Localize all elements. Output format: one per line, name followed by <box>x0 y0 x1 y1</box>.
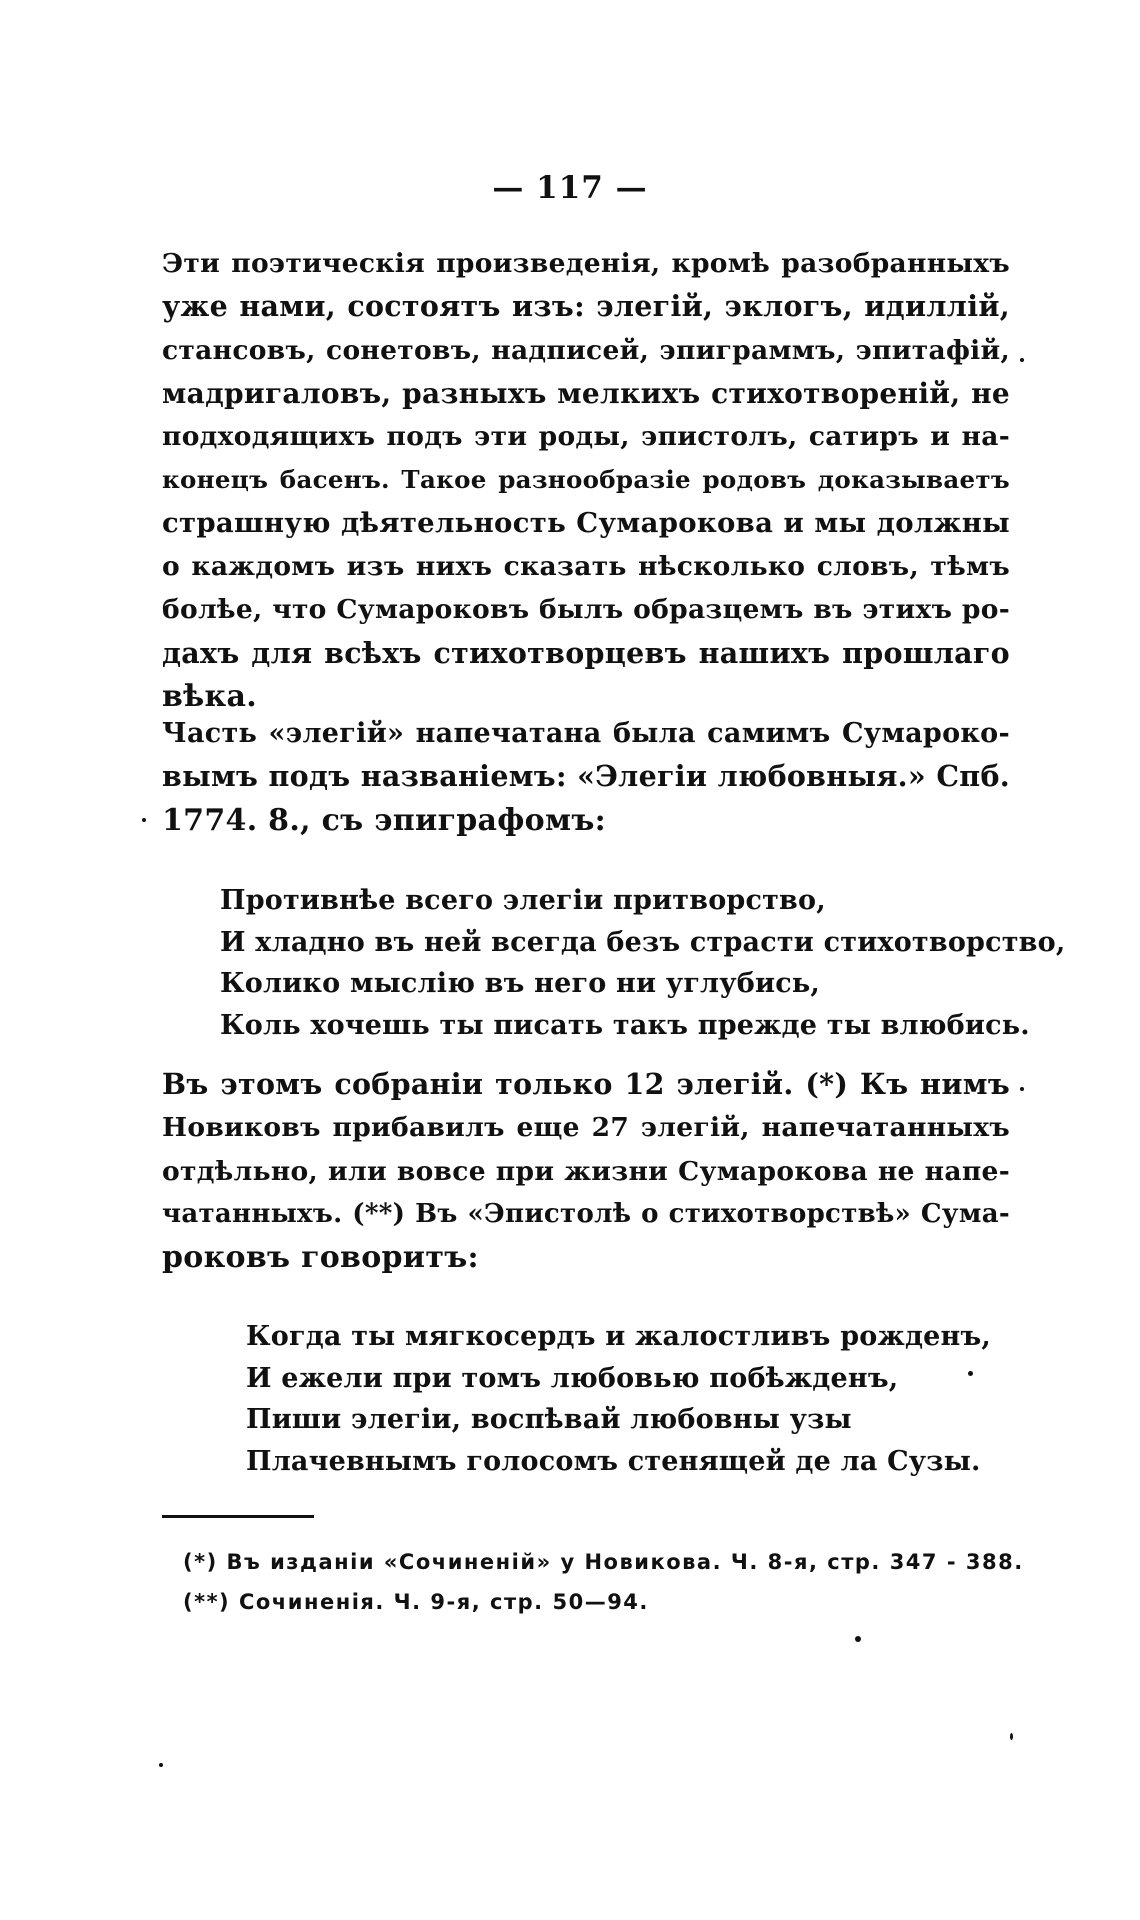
verse-line: Колико мыслію въ него ни углубись, <box>220 968 820 999</box>
verse-line: Когда ты мягкосердъ и жалостливъ рожденъ, <box>246 1321 991 1352</box>
page-number: — 117 — <box>492 170 648 206</box>
scan-speck <box>1020 358 1024 362</box>
scan-speck <box>855 1636 861 1642</box>
scan-speck <box>159 1763 163 1767</box>
text-line: конецъ басенъ. Такое разнообразіе родовъ доказываетъ <box>162 465 1010 495</box>
text-line: Часть «элегій» напечатана была самимъ Сумароко- <box>162 718 1010 749</box>
scan-speck <box>1010 1733 1013 1740</box>
text-line: Въ этомъ собраніи только 12 элегій. (*) Къ нимъ <box>162 1067 1010 1101</box>
verse-line: Противнѣе всего элегіи притворство, <box>220 885 826 916</box>
paragraph-1 <box>162 242 1010 718</box>
verse-line: И хладно въ ней всегда безъ страсти стихотворство, <box>220 926 1066 958</box>
text-line: вымъ подъ названіемъ: «Элегіи любовныя.» Спб. <box>162 759 1010 794</box>
scan-speck <box>142 818 146 822</box>
text-line: роковъ говоритъ: <box>162 1240 479 1276</box>
text-line: уже нами, состоятъ изъ: элегій, эклогъ, идиллій, <box>162 289 1010 324</box>
footnote-2: (**) Сочиненія. Ч. 9-я, стр. 50—94. <box>183 1590 649 1614</box>
text-line: подходящихъ подъ эти роды, эпистолъ, сатиръ и на- <box>162 421 1010 453</box>
text-line: Новиковъ прибавилъ еще 27 элегій, напечатанныхъ <box>162 1112 1010 1144</box>
text-line: 1774. 8., съ эпиграфомъ: <box>162 802 607 838</box>
verse-quotation <box>246 1316 991 1482</box>
verse-line: Пиши элегіи, воспѣвай любовны узы <box>246 1404 852 1435</box>
text-line: болѣе, что Сумароковъ былъ образцемъ въ этихъ ро- <box>162 594 1010 626</box>
text-line: страшную дѣятельность Сумарокова и мы должны <box>162 506 1010 539</box>
paragraph-2 <box>162 712 1010 842</box>
verse-line: И ежели при томъ любовью побѣжденъ, <box>246 1362 899 1394</box>
footnotes <box>183 1542 1024 1622</box>
text-line: о каждомъ изъ нихъ сказать нѣсколько словъ, тѣмъ <box>162 551 1010 583</box>
paragraph-3 <box>162 1063 1010 1279</box>
scan-speck <box>1020 1087 1024 1091</box>
text-line: стансовъ, сонетовъ, надписей, эпиграммъ, эпитафій, <box>162 334 1010 366</box>
text-line: дахъ для всѣхъ стихотворцевъ нашихъ прошлаго <box>162 635 1010 670</box>
verse-line: Коль хочешь ты писать такъ прежде ты влюбись. <box>220 1009 1030 1041</box>
text-line: мадригаловъ, разныхъ мелкихъ стихотвореній, не <box>162 376 1010 410</box>
verse-epigraph <box>220 880 1065 1046</box>
footnote-1: (*) Въ изданіи «Сочиненій» у Новикова. Ч. 8-я, стр. 347 - 388. <box>183 1550 1024 1574</box>
text-line: чатанныхъ. (**) Въ «Эпистолѣ о стихотворствѣ» Сума- <box>162 1198 1010 1229</box>
scan-speck <box>968 1371 973 1376</box>
text-line: Эти поэтическія произведенія, кромѣ разобранныхъ <box>162 248 1010 279</box>
verse-line: Плачевнымъ голосомъ стенящей де ла Сузы. <box>246 1445 981 1477</box>
footnote-divider <box>162 1515 314 1518</box>
text-line: вѣка. <box>162 678 257 714</box>
text-line: отдѣльно, или вовсе при жизни Сумарокова не напе- <box>162 1155 1010 1187</box>
